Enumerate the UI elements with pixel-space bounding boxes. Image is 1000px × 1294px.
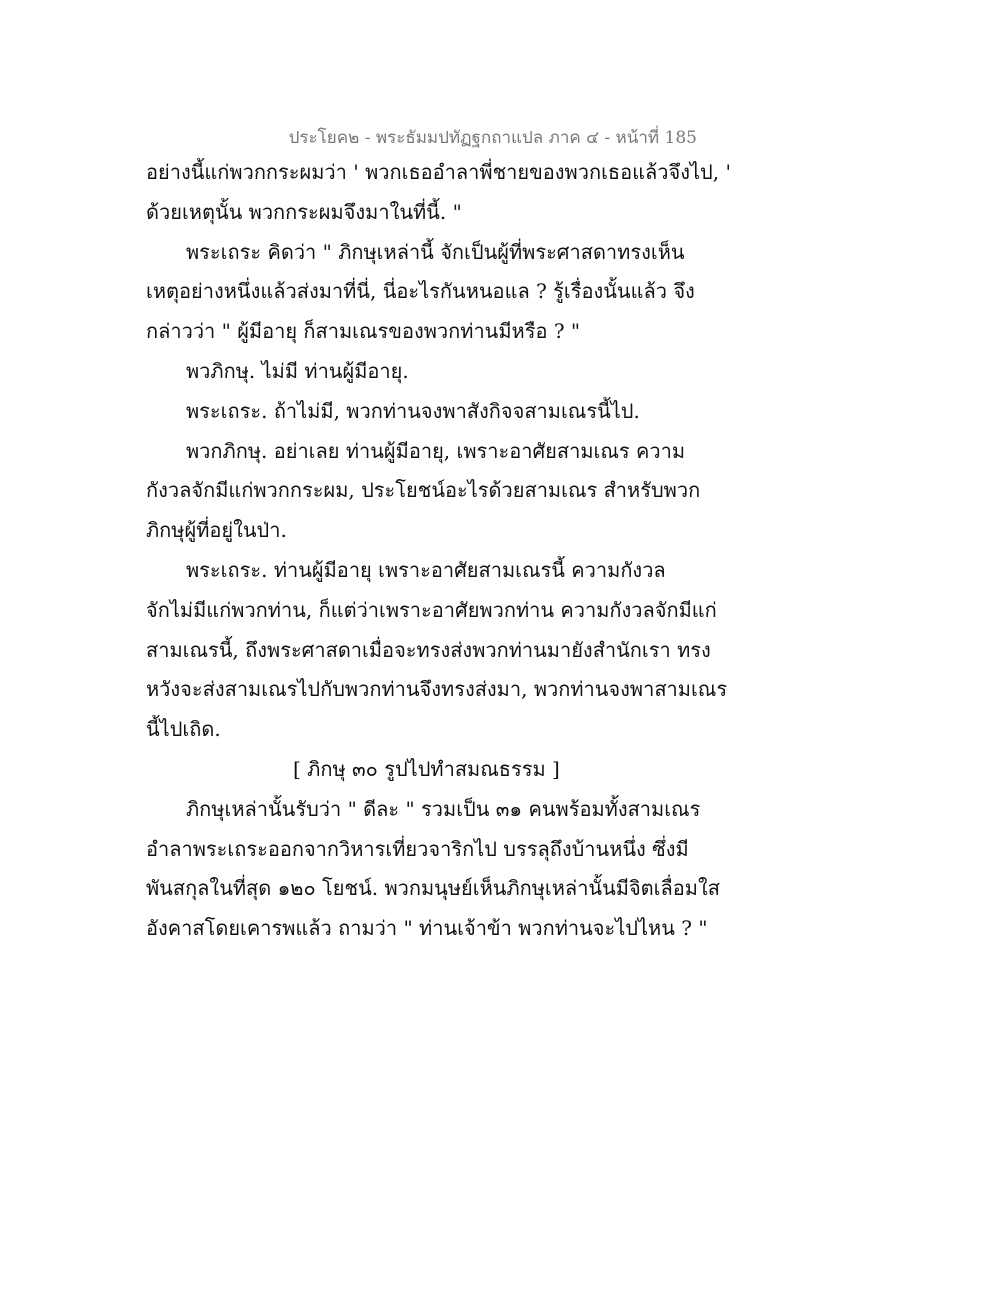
text-line: หวังจะส่งสามเณรไปกับพวกท่านจึงทรงส่งมา, พวกท่านจงพาสามเณร xyxy=(146,677,728,702)
text-line: พระเถระ. ท่านผู้มีอายุ เพราะอาศัยสามเณรนี้ ความกังวล xyxy=(186,557,666,582)
text-line: พันสกุลในที่สุด ๑๒๐ โยชน์. พวกมนุษย์เห็นภิกษุเหล่านั้นมีจิตเลื่อมใส xyxy=(146,876,720,901)
text-line: ภิกษุเหล่านั้นรับว่า " ดีละ " รวมเป็น ๓๑ คนพร้อมทั้งสามเณร xyxy=(186,796,701,821)
text-line: พวกภิกษุ. อย่าเลย ท่านผู้มีอายุ, เพราะอาศัยสามเณร ความ xyxy=(186,438,686,463)
text-line: จักไม่มีแก่พวกท่าน, ก็แต่ว่าเพราะอาศัยพวกท่าน ความกังวลจักมีแก่ xyxy=(146,597,717,622)
text-line: อำลาพระเถระออกจากวิหารเที่ยวจาริกไป บรรลุถึงบ้านหนึ่ง ซึ่งมี xyxy=(146,836,689,861)
text-line: พวภิกษุ. ไม่มี ท่านผู้มีอายุ. xyxy=(186,358,409,383)
text-line: พระเถระ คิดว่า " ภิกษุเหล่านี้ จักเป็นผู้ที่พระศาสดาทรงเห็น xyxy=(186,239,685,264)
text-line: อย่างนี้แก่พวกกระผมว่า ' พวกเธออำลาพี่ชายของพวกเธอแล้วจึงไป, ' xyxy=(146,160,731,184)
text-line: ภิกษุผู้ที่อยู่ในป่า. xyxy=(146,518,287,543)
page-body xyxy=(146,153,731,949)
text-line: กล่าวว่า " ผู้มีอายุ ก็สามเณรของพวกท่านมีหรือ ? " xyxy=(146,319,581,344)
text-line: นี้ไปเถิด. xyxy=(146,717,221,742)
text-line: กังวลจักมีแก่พวกกระผม, ประโยชน์อะไรด้วยสามเณร สำหรับพวก xyxy=(146,478,701,503)
section-heading: [ ภิกษุ ๓๐ รูปไปทำสมณธรรม ] xyxy=(293,756,560,781)
running-head: ประโยค๒ - พระธัมมปทัฏฐกถาแปล ภาค ๔ - หน้าที่ 185 xyxy=(288,128,697,148)
text-line: อังคาสโดยเคารพแล้ว ถามว่า " ท่านเจ้าข้า พวกท่านจะไปไหน ? " xyxy=(146,916,708,941)
text-line: เหตุอย่างหนึ่งแล้วส่งมาที่นี่, นี่อะไรกันหนอแล ? รู้เรื่องนั้นแล้ว จึง xyxy=(146,279,695,304)
text-line: สามเณรนี้, ถึงพระศาสดาเมื่อจะทรงส่งพวกท่านมายังสำนักเรา ทรง xyxy=(146,637,711,662)
text-line: พระเถระ. ถ้าไม่มี, พวกท่านจงพาสังกิจจสามเณรนี้ไป. xyxy=(186,398,640,423)
text-line: ด้วยเหตุนั้น พวกกระผมจึงมาในที่นี้. " xyxy=(146,199,462,224)
